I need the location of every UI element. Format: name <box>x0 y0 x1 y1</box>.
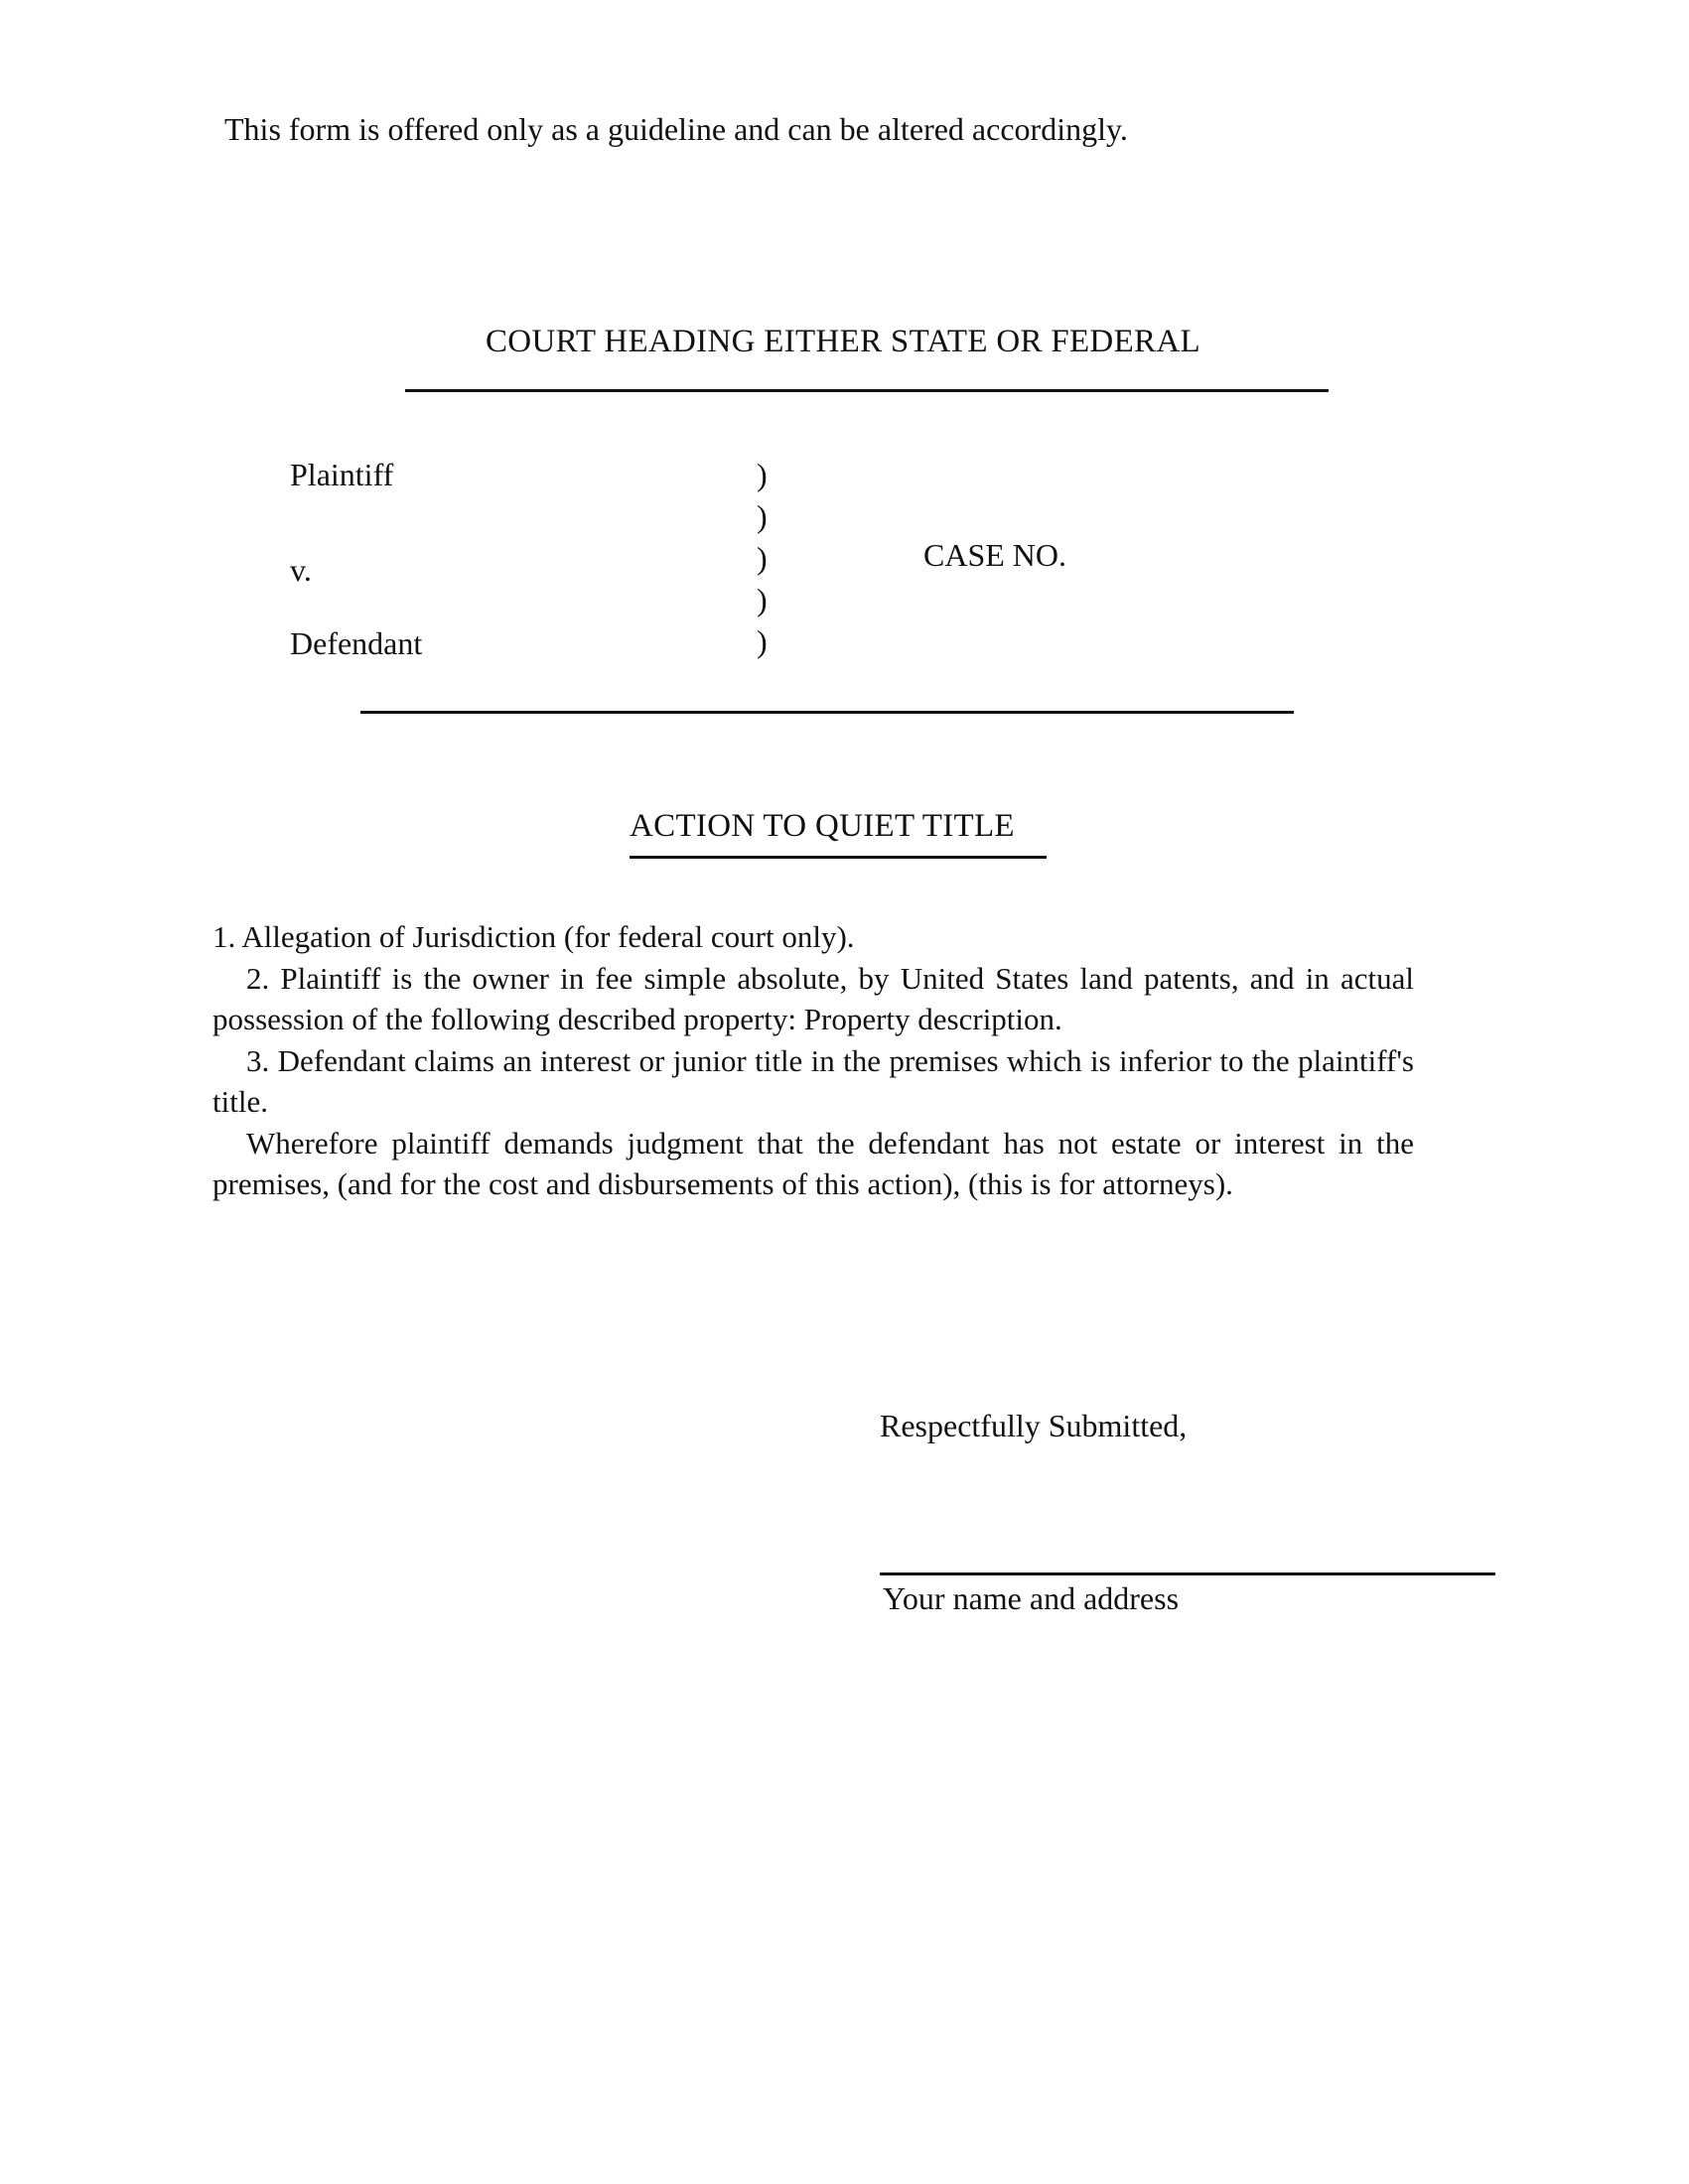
court-heading-rule <box>405 389 1329 392</box>
complaint-body <box>212 916 1414 1205</box>
versus-label: v. <box>290 552 312 588</box>
guideline-note: This form is offered only as a guideline and can be altered accordingly. <box>224 111 1128 147</box>
caption-paren: ) <box>757 457 768 492</box>
paragraph-defendant-claim: 3. Defendant claims an interest or junior title in the premises which is inferior to the plaintiff's title. <box>212 1042 1414 1119</box>
title-underline <box>630 856 1047 859</box>
caption-paren: ) <box>757 540 768 576</box>
caption-paren: ) <box>757 498 768 534</box>
document-title: ACTION TO QUIET TITLE <box>630 808 1015 844</box>
plaintiff-label: Plaintiff <box>290 457 394 492</box>
caption-rule <box>360 711 1294 714</box>
signature-line <box>880 1572 1495 1575</box>
caption-paren: ) <box>757 623 768 659</box>
court-heading: COURT HEADING EITHER STATE OR FEDERAL <box>486 324 1200 359</box>
paragraph-wherefore: Wherefore plaintiff demands judgment that the defendant has not estate or interest in the premises, (and for the cost and disbursements of this action), (this is for attorneys). <box>212 1125 1414 1201</box>
signature-label: Your name and address <box>883 1580 1180 1616</box>
paragraph-ownership: 2. Plaintiff is the owner in fee simple absolute, by United States land patents, and in actual possession of the following described property: Property description. <box>212 960 1414 1036</box>
caption-paren: ) <box>757 582 768 617</box>
case-number-label: CASE NO. <box>923 537 1067 573</box>
paragraph-jurisdiction: 1. Allegation of Jurisdiction (for federal court only). <box>212 919 855 954</box>
defendant-label: Defendant <box>290 625 423 661</box>
closing-text: Respectfully Submitted, <box>880 1408 1188 1443</box>
